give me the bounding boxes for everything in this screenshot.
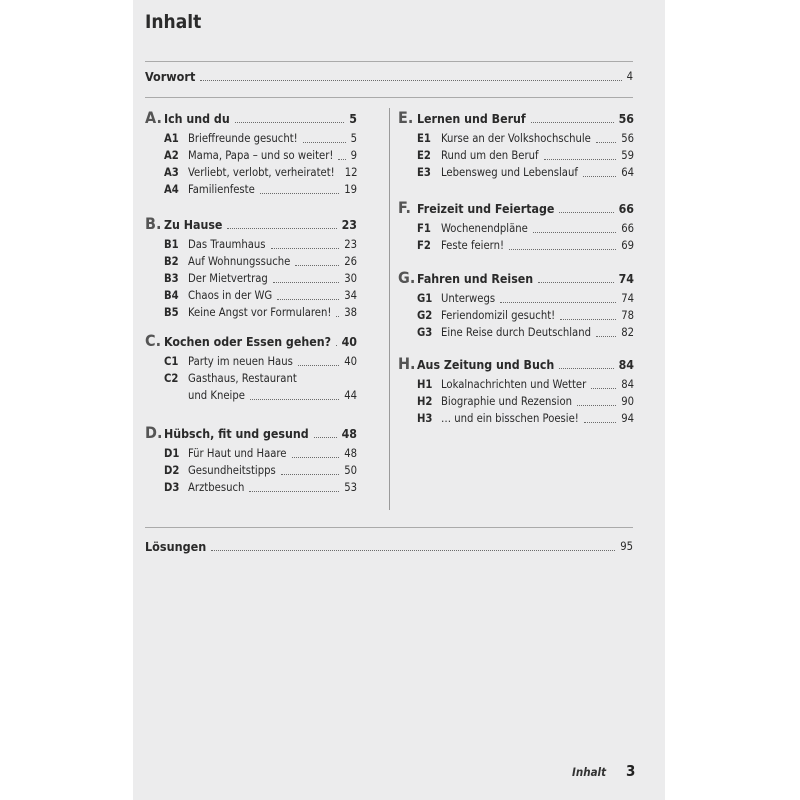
toc-entry [417, 290, 634, 306]
dot-leader [200, 80, 621, 81]
dot-leader [596, 336, 616, 337]
toc-entry [164, 287, 357, 303]
entry-page: 34 [344, 289, 357, 303]
toc-entry [417, 376, 634, 392]
toc-entry [164, 236, 357, 252]
dot-leader [260, 193, 339, 194]
section-title: Fahren und Reisen [417, 272, 534, 286]
entry-code: G3 [417, 325, 433, 339]
toc-entry [164, 387, 357, 403]
toc-entry [417, 410, 634, 426]
dot-leader [235, 122, 345, 123]
entry-label: Brieffreunde gesucht! [188, 131, 298, 145]
entry-page: 90 [621, 394, 634, 408]
section-page: 40 [341, 335, 357, 349]
dot-leader [591, 388, 616, 389]
section-letter: A. [145, 108, 162, 127]
toc-entry [164, 462, 357, 478]
solutions-label: Lösungen [145, 539, 207, 554]
entry-label: Eine Reise durch Deutschland [441, 325, 591, 339]
entry-page: 44 [344, 388, 357, 402]
dot-leader [336, 345, 337, 346]
section-page: 23 [341, 218, 357, 232]
preface-label: Vorwort [145, 69, 196, 84]
divider-top [145, 61, 633, 62]
entry-label: Verliebt, verlobt, verheiratet! [188, 165, 335, 179]
entry-label: Gasthaus, Restaurant [188, 371, 297, 385]
entry-label: Wochenendpläne [441, 221, 528, 235]
toc-entry [164, 253, 357, 269]
toc-entry [164, 147, 357, 163]
entry-page: 94 [621, 411, 634, 425]
section-page: 56 [618, 112, 634, 126]
dot-leader [211, 550, 615, 551]
entry-page: 12 [344, 165, 358, 179]
toc-entry [164, 164, 357, 180]
entry-page: 48 [344, 446, 357, 460]
section-heading [145, 216, 357, 232]
toc-entry [417, 307, 634, 323]
toc-entry [164, 130, 357, 146]
toc-entry [417, 130, 634, 146]
entry-code: B1 [164, 237, 179, 251]
entry-page: 50 [344, 463, 357, 477]
section-letter: D. [145, 423, 163, 442]
section-page: 74 [618, 272, 634, 286]
dot-leader [559, 368, 613, 369]
entry-code: E2 [417, 148, 431, 162]
dot-leader [227, 228, 336, 229]
section-title: Hübsch, fit und gesund [164, 427, 309, 441]
dot-leader [336, 316, 339, 317]
entry-page: 5 [350, 131, 357, 145]
entry-page: 19 [344, 183, 357, 197]
entry-code: A1 [164, 131, 179, 145]
entry-code: A2 [164, 148, 179, 162]
toc-entry [417, 147, 634, 163]
dot-leader [277, 299, 339, 300]
section-letter: C. [145, 331, 162, 350]
entry-page: 23 [344, 237, 357, 251]
section-title: Freizeit und Feiertage [417, 202, 555, 216]
toc-solutions [145, 538, 633, 554]
toc-entry [417, 237, 634, 253]
dot-leader [583, 176, 616, 177]
entry-label: Lebensweg und Lebenslauf [441, 165, 578, 179]
entry-label: Mama, Papa – und so weiter! [188, 148, 334, 162]
entry-label: Für Haut und Haare [188, 446, 287, 460]
entry-code: D3 [164, 480, 180, 494]
entry-label: Chaos in der WG [188, 289, 273, 303]
section-heading [145, 333, 357, 349]
entry-label: Familienfeste [188, 183, 255, 197]
dot-leader [314, 437, 337, 438]
dot-leader [509, 249, 616, 250]
section-heading [145, 110, 357, 126]
footer-label: Inhalt [572, 765, 607, 779]
entry-code: D1 [164, 446, 180, 460]
entry-code: B2 [164, 254, 179, 268]
toc-entry [417, 393, 634, 409]
section-page: 66 [618, 202, 634, 216]
dot-leader [295, 265, 339, 266]
entry-label: Kurse an der Volkshochschule [441, 131, 591, 145]
section-title: Ich und du [164, 112, 230, 126]
toc-entry [164, 370, 357, 386]
section-letter: H. [398, 354, 416, 373]
dot-leader [533, 232, 616, 233]
entry-label: Rund um den Beruf [441, 148, 539, 162]
entry-label: Feriendomizil gesucht! [441, 308, 556, 322]
entry-label: Der Mietvertrag [188, 271, 268, 285]
dot-leader [292, 457, 340, 458]
page-title: Inhalt [145, 11, 202, 33]
dot-leader [271, 248, 340, 249]
entry-label: Das Traumhaus [188, 237, 266, 251]
entry-code: B5 [164, 306, 179, 320]
section-heading [398, 110, 634, 126]
entry-page: 84 [621, 377, 634, 391]
entry-code: E1 [417, 131, 431, 145]
section-title: Kochen oder Essen gehen? [164, 335, 332, 349]
entry-page: 53 [344, 480, 357, 494]
dot-leader [281, 474, 339, 475]
toc-entry [417, 220, 634, 236]
entry-page: 26 [344, 254, 357, 268]
entry-code: D2 [164, 463, 180, 477]
divider-preface [145, 97, 633, 98]
entry-page: 78 [621, 308, 634, 322]
section-letter: G. [398, 268, 416, 287]
entry-label: Feste feiern! [441, 238, 505, 252]
entry-label: … und ein bisschen Poesie! [441, 411, 579, 425]
section-title: Lernen und Beruf [417, 112, 526, 126]
column-divider [389, 108, 390, 510]
entry-page: 64 [621, 165, 634, 179]
section-letter: B. [145, 214, 162, 233]
toc-entry [164, 304, 357, 320]
dot-leader [538, 282, 613, 283]
entry-code: B3 [164, 271, 179, 285]
dot-leader [250, 399, 339, 400]
toc-entry [164, 353, 357, 369]
toc-entry [417, 324, 634, 340]
dot-leader [584, 422, 616, 423]
toc-entry [164, 270, 357, 286]
entry-code: F1 [417, 221, 431, 235]
toc-entry [417, 164, 634, 180]
entry-label: Biographie und Rezension [441, 394, 572, 408]
entry-label: Arztbesuch [188, 480, 245, 494]
entry-code: F2 [417, 238, 431, 252]
dot-leader [559, 212, 613, 213]
section-title: Zu Hause [164, 218, 223, 232]
entry-label: Lokalnachrichten und Wetter [441, 377, 587, 391]
section-letter: E. [398, 108, 414, 127]
entry-page: 74 [621, 291, 634, 305]
entry-page: 56 [621, 131, 634, 145]
entry-page: 59 [621, 148, 634, 162]
section-page: 84 [618, 358, 634, 372]
entry-page: 38 [344, 306, 357, 320]
dot-leader [560, 319, 616, 320]
entry-code: H1 [417, 377, 433, 391]
divider-bottom [145, 527, 633, 528]
entry-page: 69 [621, 238, 634, 252]
entry-label: und Kneipe [188, 388, 245, 402]
toc-preface [145, 68, 633, 84]
dot-leader [577, 405, 616, 406]
dot-leader [273, 282, 339, 283]
dot-leader [531, 122, 614, 123]
section-heading [398, 270, 634, 286]
entry-code: E3 [417, 165, 431, 179]
entry-page: 66 [621, 221, 634, 235]
toc-entry [164, 181, 357, 197]
solutions-page: 95 [620, 540, 633, 553]
entry-code: G1 [417, 291, 433, 305]
preface-page: 4 [626, 70, 633, 83]
section-title: Aus Zeitung und Buch [417, 358, 555, 372]
dot-leader [338, 159, 345, 160]
entry-page: 30 [344, 271, 357, 285]
entry-code: B4 [164, 289, 179, 303]
dot-leader [303, 142, 346, 143]
section-heading [145, 425, 357, 441]
dot-leader [500, 302, 616, 303]
entry-label: Party im neuen Haus [188, 354, 293, 368]
dot-leader [596, 142, 616, 143]
entry-page: 9 [350, 148, 357, 162]
entry-code: A3 [164, 165, 179, 179]
dot-leader [544, 159, 617, 160]
entry-code: G2 [417, 308, 433, 322]
entry-page: 82 [621, 325, 634, 339]
toc-entry [164, 479, 357, 495]
section-letter: F. [398, 198, 411, 217]
section-heading [398, 356, 634, 372]
entry-page: 40 [344, 354, 357, 368]
section-page: 48 [341, 427, 357, 441]
entry-code: A4 [164, 183, 179, 197]
entry-label: Auf Wohnungssuche [188, 254, 291, 268]
footer-page-number: 3 [626, 762, 636, 780]
section-heading [398, 200, 634, 216]
entry-label: Gesundheitstipps [188, 463, 276, 477]
entry-label: Keine Angst vor Formularen! [188, 306, 332, 320]
dot-leader [298, 365, 339, 366]
entry-code: C1 [164, 354, 179, 368]
toc-entry [164, 445, 357, 461]
entry-label: Unterwegs [441, 291, 496, 305]
entry-code: H2 [417, 394, 433, 408]
section-page: 5 [349, 112, 357, 126]
entry-code: H3 [417, 411, 433, 425]
entry-code: C2 [164, 371, 179, 385]
dot-leader [249, 491, 339, 492]
